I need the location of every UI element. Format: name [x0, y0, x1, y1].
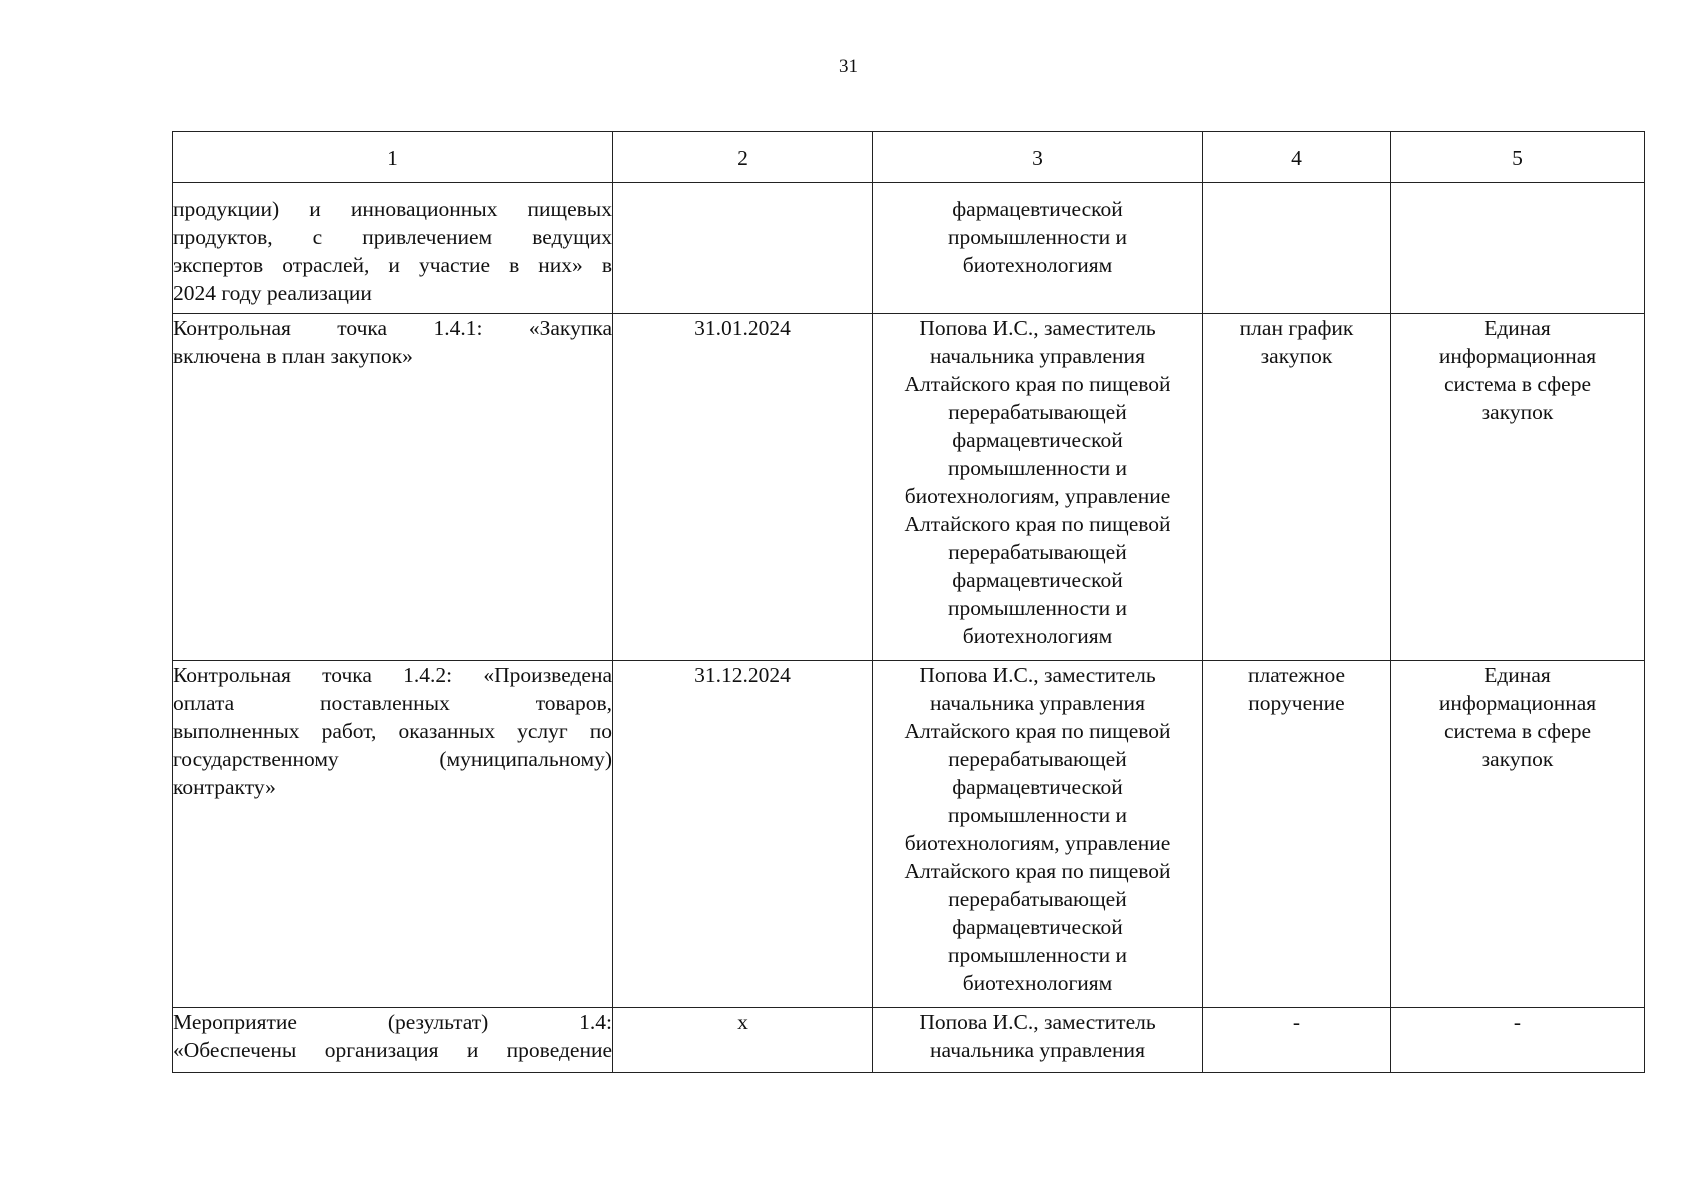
cell-line: государственному (муниципальному) — [173, 747, 612, 771]
cell-date: 31.01.2024 — [613, 314, 873, 661]
cell-line: система в сфере — [1443, 372, 1591, 396]
cell-line: Единая — [1484, 316, 1551, 340]
cell-line: перерабатывающей — [948, 400, 1127, 424]
cell-line: Алтайского края по пищевой — [904, 512, 1171, 536]
cell-line: промышленности и — [947, 943, 1128, 967]
header-col-5: 5 — [1391, 132, 1645, 183]
cell-line: перерабатывающей — [948, 540, 1127, 564]
cell-line: экспертов отраслей, и участие в них» в — [173, 253, 612, 277]
cell-line: промышленности и — [947, 803, 1128, 827]
cell-line: начальника управления — [930, 344, 1145, 368]
cell-line: фармацевтической — [952, 428, 1123, 452]
cell-line: фармацевтической — [952, 568, 1123, 592]
cell-line: Единая — [1484, 663, 1551, 687]
cell-line: Попова И.С., заместитель — [919, 316, 1156, 340]
cell-line: информационная — [1438, 344, 1597, 368]
cell-system — [1391, 1008, 1645, 1073]
plan-table — [172, 131, 1645, 1073]
cell-line: закупок — [1260, 344, 1333, 368]
header-col-1: 1 — [173, 132, 613, 183]
cell-description — [173, 661, 613, 1008]
cell-description — [173, 183, 613, 314]
cell-line: фармацевтической — [952, 915, 1123, 939]
cell-system — [1391, 314, 1645, 661]
table-row — [173, 661, 1645, 1008]
cell-line: биотехнологиям — [962, 253, 1113, 277]
cell-line: биотехнологиям — [962, 624, 1113, 648]
cell-description — [173, 1008, 613, 1073]
cell-line: система в сфере — [1443, 719, 1591, 743]
cell-line: Мероприятие (результат) 1.4: — [173, 1010, 612, 1034]
cell-line: Алтайского края по пищевой — [904, 859, 1171, 883]
cell-line: биотехнологиям, управление — [904, 484, 1171, 508]
cell-date — [613, 183, 873, 314]
cell-line: оплата поставленных товаров, — [173, 691, 612, 715]
cell-document — [1203, 1008, 1391, 1073]
cell-date: х — [613, 1008, 873, 1073]
cell-line: фармацевтической — [952, 775, 1123, 799]
cell-line: - — [1292, 1010, 1301, 1034]
cell-line: Алтайского края по пищевой — [904, 719, 1171, 743]
cell-line: фармацевтической — [952, 197, 1123, 221]
cell-line: 2024 году реализации — [173, 281, 372, 305]
cell-document — [1203, 314, 1391, 661]
header-col-4: 4 — [1203, 132, 1391, 183]
header-col-2: 2 — [613, 132, 873, 183]
cell-line: закупок — [1481, 400, 1554, 424]
cell-line: промышленности и — [947, 596, 1128, 620]
cell-line: включена в план закупок» — [173, 344, 413, 368]
cell-line: Попова И.С., заместитель — [919, 663, 1156, 687]
cell-description — [173, 314, 613, 661]
table-row — [173, 1008, 1645, 1073]
cell-line: выполненных работ, оказанных услуг по — [173, 719, 612, 743]
cell-responsible — [873, 1008, 1203, 1073]
cell-line: продукции) и инновационных пищевых — [173, 197, 612, 221]
cell-line: Контрольная точка 1.4.1: «Закупка — [173, 316, 612, 340]
cell-line: начальника управления — [930, 691, 1145, 715]
cell-line: закупок — [1481, 747, 1554, 771]
cell-line: платежное — [1247, 663, 1346, 687]
cell-document — [1203, 661, 1391, 1008]
cell-line: биотехнологиям — [962, 971, 1113, 995]
cell-line: начальника управления — [930, 1038, 1145, 1062]
cell-line: промышленности и — [947, 225, 1128, 249]
table-row — [173, 314, 1645, 661]
header-row — [173, 132, 1645, 183]
header-col-3: 3 — [873, 132, 1203, 183]
cell-date: 31.12.2024 — [613, 661, 873, 1008]
cell-responsible — [873, 314, 1203, 661]
cell-responsible — [873, 661, 1203, 1008]
table-row — [173, 183, 1645, 314]
cell-line: поручение — [1248, 691, 1345, 715]
cell-line: план график — [1239, 316, 1354, 340]
cell-document — [1203, 183, 1391, 314]
page-number: 31 — [839, 56, 858, 77]
cell-line: Алтайского края по пищевой — [904, 372, 1171, 396]
cell-system — [1391, 183, 1645, 314]
cell-responsible — [873, 183, 1203, 314]
cell-line: контракту» — [173, 775, 276, 799]
cell-line: перерабатывающей — [948, 747, 1127, 771]
cell-line: «Обеспечены организация и проведение — [173, 1038, 612, 1062]
cell-line: биотехнологиям, управление — [904, 831, 1171, 855]
cell-line: - — [1513, 1010, 1522, 1034]
cell-line: перерабатывающей — [948, 887, 1127, 911]
cell-line: продуктов, с привлечением ведущих — [173, 225, 612, 249]
cell-line: информационная — [1438, 691, 1597, 715]
cell-line: промышленности и — [947, 456, 1128, 480]
cell-system — [1391, 661, 1645, 1008]
cell-line: Контрольная точка 1.4.2: «Произведена — [173, 663, 612, 687]
cell-line: Попова И.С., заместитель — [919, 1010, 1156, 1034]
